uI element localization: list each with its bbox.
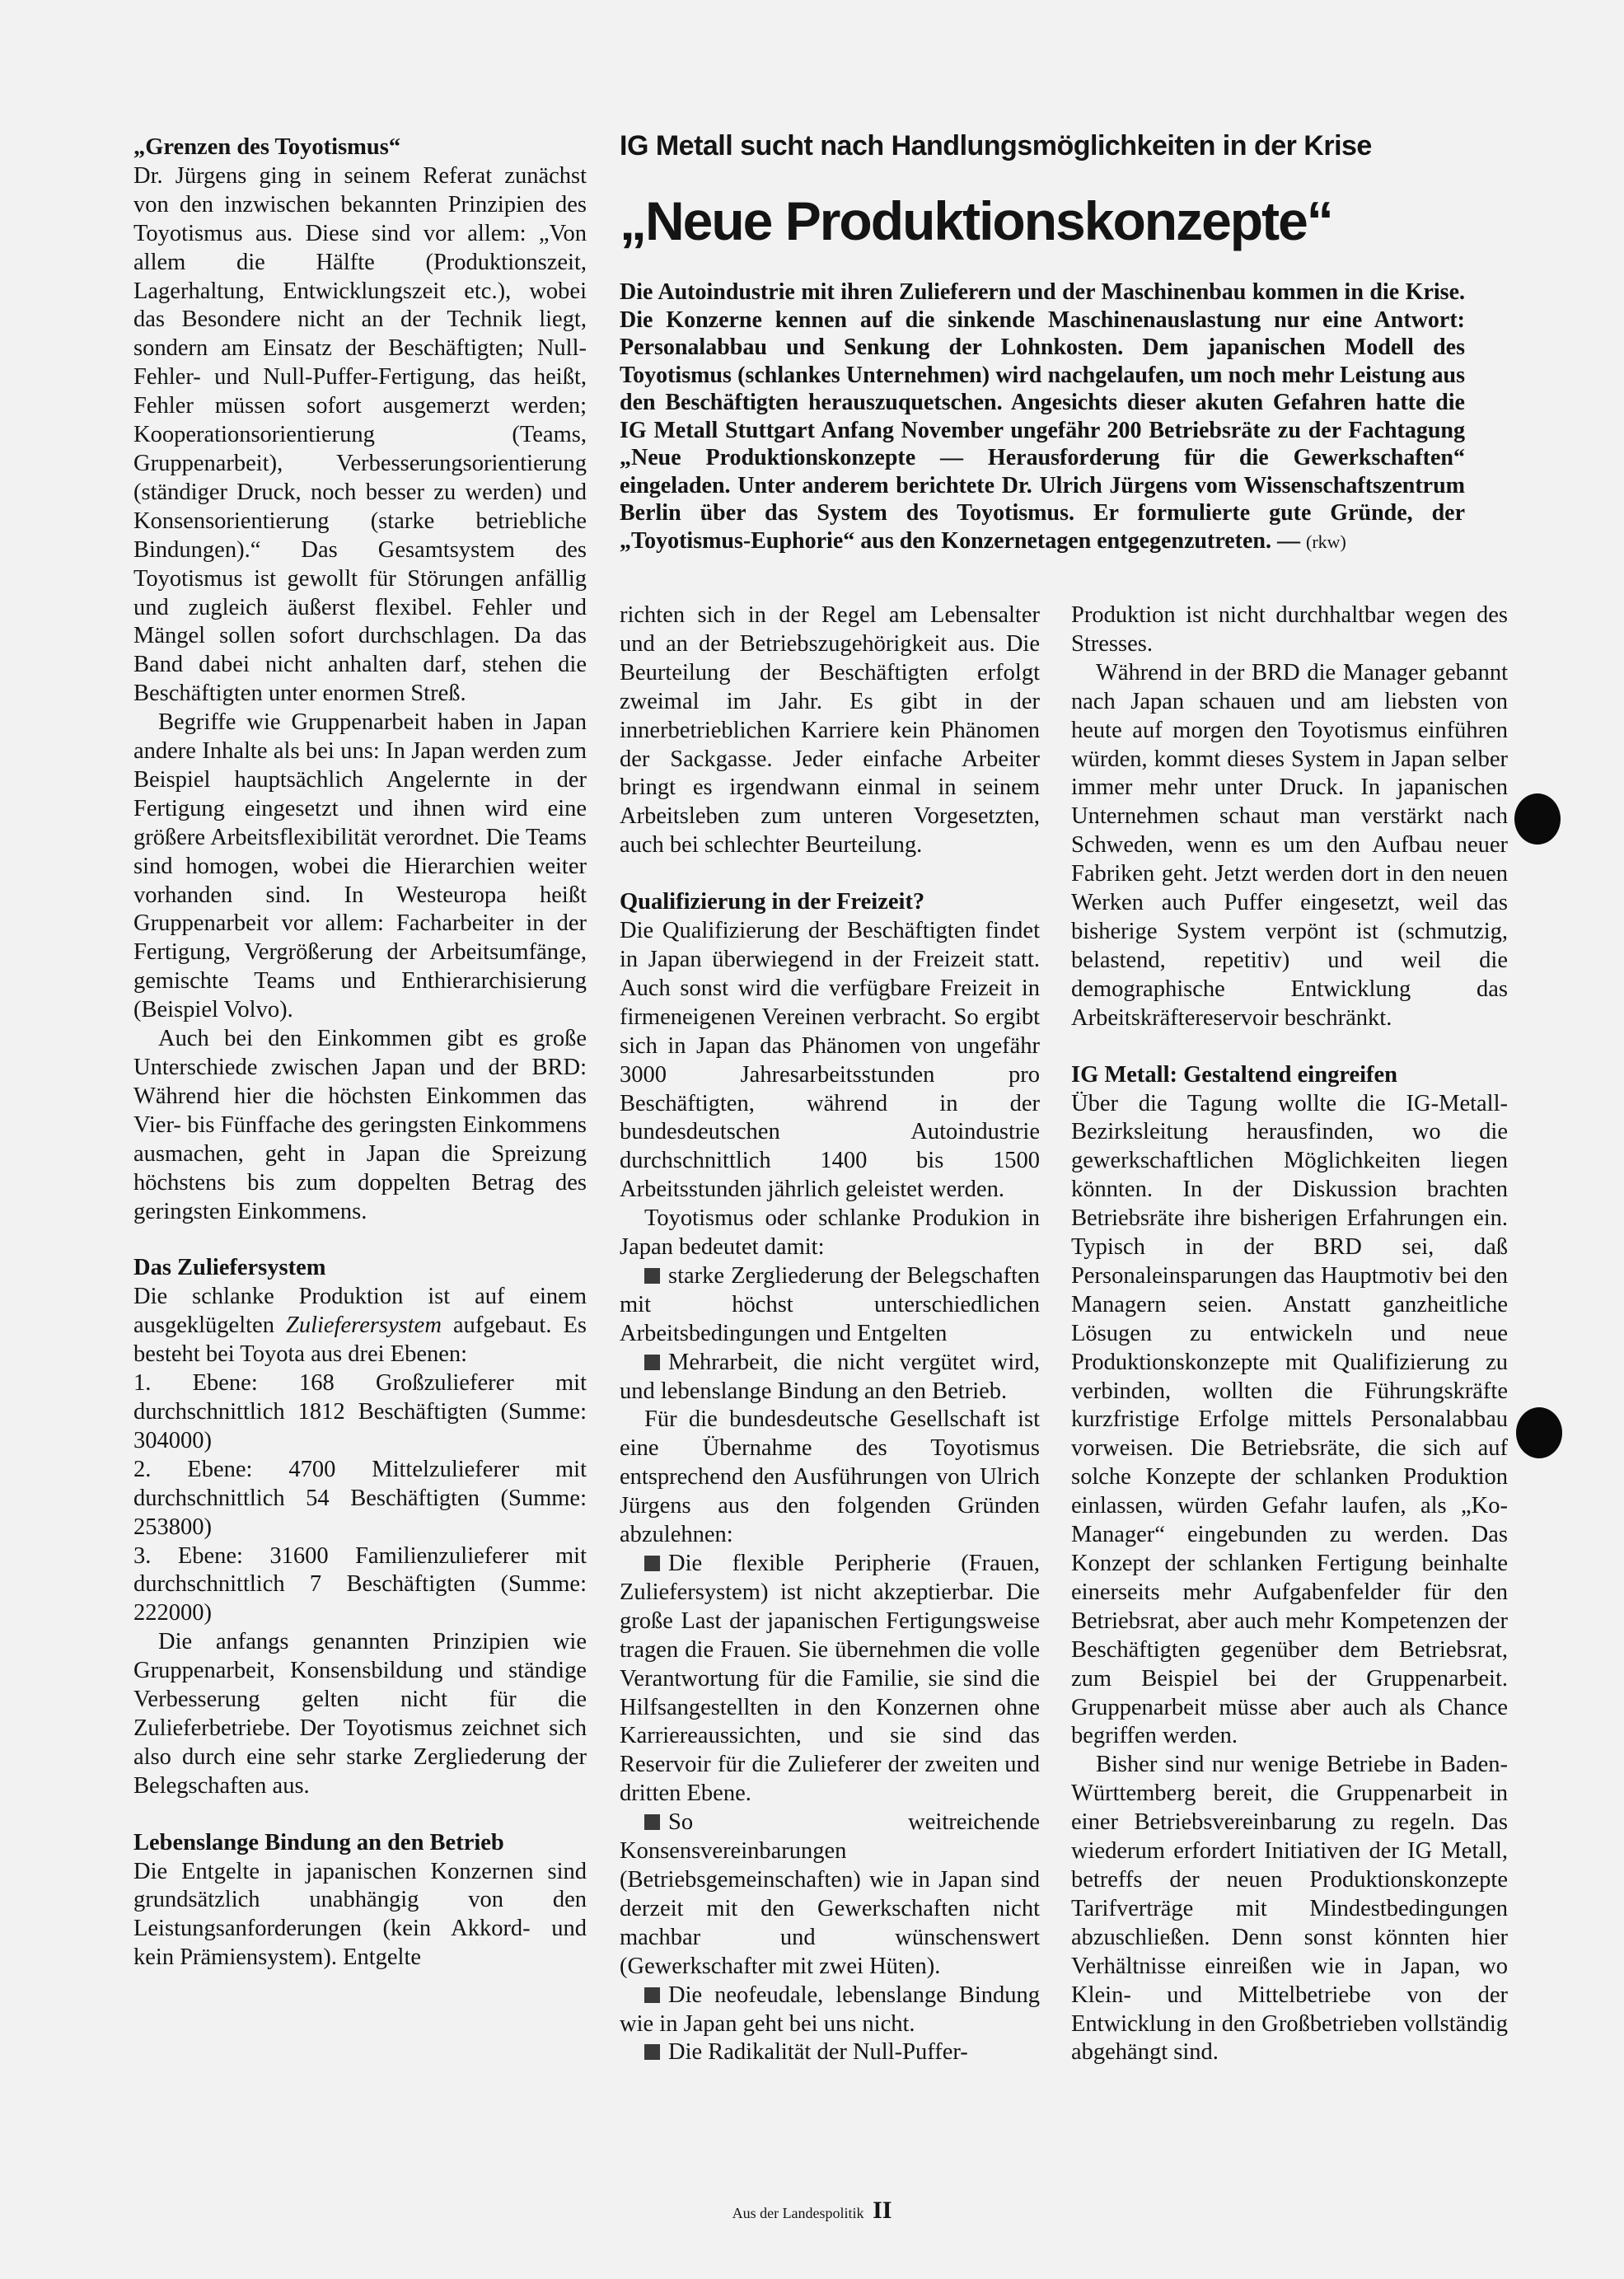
subheading-zuliefersystem: Das Zuliefersystem (133, 1255, 326, 1281)
subheading-ig-metall: IG Metall: Gestaltend eingreifen (1071, 1061, 1398, 1088)
paragraph: Über die Tagung wollte die IG-Metall-Bezirksleitung herausfinden, wo die gewerkschaftlichen Möglichkeiten liegen könnten. In der Diskussion brachten Betriebsräte ihre bisherigen Erfahrungen ein. Typisch in der BRD sei, daß Personaleinsparungen das Hauptmotiv bei den Managern seien. Anstatt ganzheitliche Lösugen zu entwickeln und neue Produktionskonzepte mit Qualifizierung zu verbinden, wollten die Führungskräfte kurzfristige Erfolge mittels Personalabbau vorweisen. Die Betriebsräte, die sich auf solche Konzepte der schlanken Produktion einlassen, würden Gefahr laufen, als „Ko-Manager“ eingebunden zu werden. Das Konzept der schlanken Fertigung beinhalte einerseits mehr Aufgabenfelder für den Betriebsrat, aber auch mehr Kompetenzen der Beschäftigten gegenüber dem Betriebsrat, zum Beispiel bei der Gruppenarbeit. Gruppenarbeit müsse aber auch als Chance begriffen werden. (1071, 1090, 1508, 1749)
page-footer (0, 2197, 1624, 2225)
author-abbreviation: (rkw) (1306, 531, 1346, 552)
paragraph: richten sich in der Regel am Lebensalter und an der Betriebszugehörigkeit aus. Die Beurteilung der Beschäftigten erfolgt zweimal im Jahr. Es gibt in der innerbetrieblichen Karriere kein Phänomen der Sackgasse. Jeder einfache Arbeiter bringt es irgendwann einmal in seinem Arbeitsleben zum unteren Vorgesetzten, auch bei schlechter Beurteilung. (620, 602, 1040, 859)
paragraph: Bisher sind nur wenige Betriebe in Baden-Württemberg bereit, die Gruppenarbeit in einer Betriebsvereinbarung zu regeln. Das wiederum erfordert Initiativen der IG Metall, betreffs der neuen Produktionskonzepte Tarifverträge mit Mindestbedingungen abzuschließen. Denn sonst könnten hier Verhältnisse einreißen wie in Japan, wo Klein- und Mittelbetriebe von der Entwicklung in den Großbetrieben vollständig abgehängt sind. (1071, 1752, 1508, 2066)
square-bullet-icon (644, 1556, 660, 1571)
lead-text: Die Autoindustrie mit ihren Zulieferern und der Maschinenbau kommen in die Krise. Die Konzerne kennen auf die sinkende Maschinenauslastung nur eine Antwort: Personalabbau und Senkung der Lohnkosten. Dem japanischen Modell des Toyotismus (schlankes Unternehmen) wird nachgelaufen, um noch mehr Leistung aus den Beschäftigten herauszuquetschen. Angesichts dieser akuten Gefahren hatte die IG Metall Stuttgart Anfang November ungefähr 200 Betriebsräte zu der Fachtagung „Neue Produktionskonzepte — Herausforderung für die Gewerkschaften“ eingeladen. Unter anderem berichtete Dr. Ulrich Jürgens vom Wissenschaftszentrum Berlin über das System des Toyotismus. Er formulierte gute Gründe, der „Toyotismus-Euphorie“ aus den Konzernetagen entgegenzutreten. — (620, 279, 1465, 554)
page-number: II (873, 2197, 892, 2224)
paragraph-text: aufgebaut. Es besteht bei Toyota aus drei Ebenen: (133, 1313, 587, 1368)
paragraph (133, 1283, 587, 1369)
subheading-qualifizierung: Qualifizierung in der Freizeit? (620, 889, 925, 915)
footer-section: Aus der Landespolitik (732, 2205, 864, 2221)
list-item: 3. Ebene: 31600 Familienzulieferer mit durchschnittlich 7 Beschäftigten (Summe: 222000) (133, 1542, 587, 1626)
punch-hole-bottom (1516, 1407, 1562, 1458)
column-left (133, 133, 587, 1972)
bullet-item (620, 2038, 1040, 2067)
emphasis-text: Zulieferersystem (286, 1313, 442, 1339)
paragraph: Während in der BRD die Manager gebannt nach Japan schauen und am liebsten von heute auf morgen den Toyotismus einführen würden, kommt dieses System in Japan selber immer mehr unter Druck. In japanischen Unternehmen schaut man verstärkt nach Schweden, wenn es um den Aufbau neuer Fabriken geht. Jetzt werden dort in den neuen Werken auch Puffer eingesetzt, weil das bisherige System verpönt ist (schmutzig, belastend, repetitiv) und weil die demographische Entwicklung das Arbeitskräftereservoir beschränkt. (1071, 659, 1508, 1031)
subheading-bindung: Lebenslange Bindung an den Betrieb (133, 1829, 504, 1855)
bullet-text: Die Radikalität der Null-Puffer- (668, 2039, 968, 2066)
square-bullet-icon (644, 1987, 660, 2003)
bullet-item (620, 1550, 1040, 1809)
article-kicker: IG Metall sucht nach Handlungsmöglichkeiten in der Krise (620, 130, 1372, 161)
article-headline: „Neue Produktionskonzepte“ (620, 190, 1332, 251)
paragraph: Die Qualifizierung der Beschäftigten findet in Japan überwiegend in der Freizeit statt. Auch sonst wird die verfügbare Freizeit in firmeneigenen Vereinen verbracht. So ergibt sich in Japan das Phänomen von ungefähr 3000 Jahresarbeitsstunden pro Beschäftigten, während in der bundesdeutschen Autoindustrie durchschnittlich 1400 bis 1500 Arbeitsstunden jährlich geleistet werden. (620, 918, 1040, 1203)
square-bullet-icon (644, 1814, 660, 1830)
paragraph: Toyotismus oder schlanke Produkion in Japan bedeutet damit: (620, 1205, 1040, 1261)
column-right (1071, 601, 1508, 2067)
bullet-text: Mehrarbeit, die nicht vergütet wird, und lebenslange Bindung an den Betrieb. (620, 1349, 1040, 1404)
bullet-text: starke Zergliederung der Belegschaften mit höchst unterschiedlichen Arbeitsbedingungen und Entgelten (620, 1262, 1040, 1346)
column-middle (620, 601, 1040, 2067)
subheading-grenzen: „Grenzen des Toyotismus“ (133, 134, 401, 160)
bullet-item (620, 1809, 1040, 1981)
bullet-item (620, 1349, 1040, 1406)
paragraph-text: Die schlanke Produktion ist auf einem ausgeklügelten (133, 1284, 587, 1339)
bullet-item (620, 1262, 1040, 1349)
bullet-item (620, 1982, 1040, 2039)
punch-hole-top (1514, 793, 1561, 845)
square-bullet-icon (644, 2044, 660, 2060)
article-lead (620, 278, 1465, 555)
list-item: 1. Ebene: 168 Großzulieferer mit durchschnittlich 1812 Beschäftigten (Summe: 304000) (133, 1370, 587, 1453)
paragraph: Auch bei den Einkommen gibt es große Unterschiede zwischen Japan und der BRD: Während hier die höchsten Einkommen das Vier- bis Fünffache des geringsten Einkommens ausmachen, geht in Japan die Spreizung höchstens bis zum doppelten Betrag des geringsten Einkommens. (133, 1026, 587, 1224)
square-bullet-icon (644, 1268, 660, 1284)
paragraph: Produktion ist nicht durchhaltbar wegen des Stresses. (1071, 602, 1508, 657)
paragraph: Dr. Jürgens ging in seinem Referat zunächst von den inzwischen bekannten Prinzipien des Toyotismus aus. Diese sind vor allem: „Von allem die Hälfte (Produktionszeit, Lagerhaltung, Entwicklungszeit etc.), wobei das Besondere nicht an der Technik liegt, sondern am Einsatz der Beschäftigten; Null-Fehler- und Null-Puffer-Fertigung, das heißt, Fehler müssen sofort ausgemerzt werden; Kooperationsorientierung (Teams, Gruppenarbeit), Verbesserungsorientierung (ständiger Druck, noch besser zu werden) und Konsensorientierung (starke betriebliche Bindungen).“ Das Gesamtsystem des Toyotismus ist gewollt für Störungen anfällig und zugleich äußerst flexibel. Fehler und Mängel sollen sofort durchschlagen. Da das Band dabei nicht anhalten darf, stehen die Beschäftigten unter enormen Streß. (133, 162, 587, 707)
list-item: 2. Ebene: 4700 Mittelzulieferer mit durchschnittlich 54 Beschäftigten (Summe: 253800) (133, 1456, 587, 1540)
paragraph: Für die bundesdeutsche Gesellschaft ist eine Übernahme des Toyotismus entsprechend den Ausführungen von Ulrich Jürgens aus den folgenden Gründen abzulehnen: (620, 1406, 1040, 1548)
paragraph: Die Entgelte in japanischen Konzernen sind grundsätzlich unabhängig von den Leistungsanforderungen (kein Akkord- und kein Prämiensystem). Entgelte (133, 1858, 587, 1971)
bullet-text: So weitreichende Konsensvereinbarungen (Betriebsgemeinschaften) wie in Japan sind derzeit mit den Gewerkschaften nicht machbar und wünschenswert (Gewerkschafter mit zwei Hüten). (620, 1809, 1040, 1979)
paragraph: Die anfangs genannten Prinzipien wie Gruppenarbeit, Konsensbildung und ständige Verbesserung gelten nicht für die Zulieferbetriebe. Der Toyotismus zeichnet sich also durch eine sehr starke Zergliederung der Belegschaften aus. (133, 1629, 587, 1799)
paragraph: Begriffe wie Gruppenarbeit haben in Japan andere Inhalte als bei uns: In Japan werden zum Beispiel hauptsächlich Angelernte in der Fertigung eingesetzt und ihnen wird eine größere Arbeitsflexibilität verordnet. Die Teams sind homogen, wobei die Hierarchien weiter vorhanden sind. In Westeuropa heißt Gruppenarbeit vor allem: Facharbeiter in der Fertigung, Vergrößerung der Arbeitsumfänge, gemischte Teams und Enthierarchisierung (Beispiel Volvo). (133, 709, 587, 1023)
bullet-text: Die neofeudale, lebenslange Bindung wie in Japan geht bei uns nicht. (620, 1982, 1040, 2037)
bullet-text: Die flexible Peripherie (Frauen, Zuliefersystem) ist nicht akzeptierbar. Die große Last der japanischen Fertigungsweise tragen die Frauen. Sie übernehmen die volle Verantwortung für die Familie, sie sind die Hilfsangestellten in den Konzernen ohne Karriereaussichten, und sie sind das Reservoir für die Zulieferer der zweiten und dritten Ebene. (620, 1551, 1040, 1807)
square-bullet-icon (644, 1355, 660, 1370)
